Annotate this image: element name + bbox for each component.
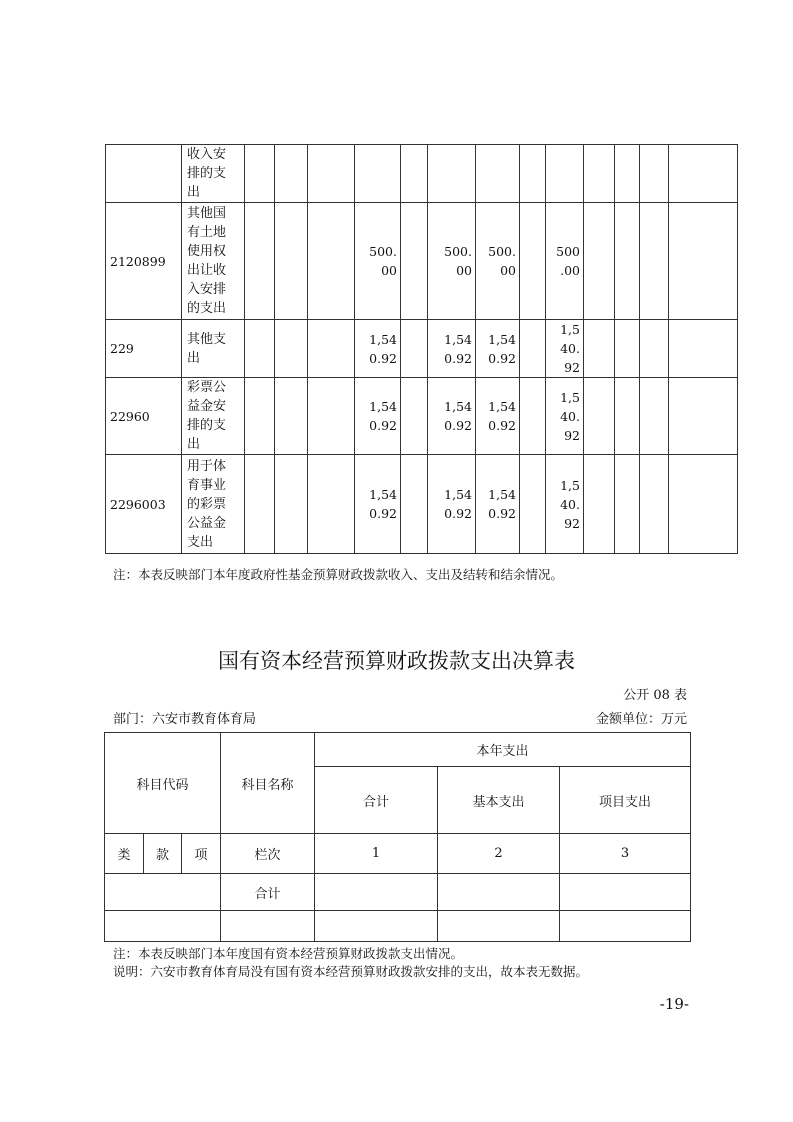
row-value-cell <box>669 203 738 320</box>
row-value-cell <box>640 320 669 378</box>
table2-note: 注：本表反映部门本年度国有资本经营预算财政拨款支出情况。 <box>113 946 464 961</box>
row-value-line: 1,54 <box>444 399 472 414</box>
row-value-cell <box>640 145 669 203</box>
row-value-line: 00 <box>456 263 472 278</box>
header-col3: 3 <box>560 834 691 874</box>
row-value-cell <box>546 203 584 320</box>
row-name-line: 有土地 <box>187 225 227 240</box>
table2-title: 国有资本经营预算财政拨款支出决算表 <box>218 649 575 673</box>
row-name-line: 入安排 <box>187 282 227 297</box>
row-value-cell <box>245 145 275 203</box>
row-value-cell <box>640 378 669 455</box>
table2-explanation: 说明：六安市教育体育局没有国有资本经营预算财政拨款安排的支出，故本表无数据。 <box>113 964 589 979</box>
header-lanci: 栏次 <box>221 834 315 874</box>
empty-row-name <box>221 911 315 942</box>
row-name-line: 出 <box>187 185 201 200</box>
row-value-cell <box>546 378 584 455</box>
row-value-cell <box>546 320 584 378</box>
row-value-line: 0.92 <box>444 506 472 521</box>
header-col1: 1 <box>315 834 438 874</box>
row-value-cell <box>476 378 520 455</box>
row-name-line: 育事业 <box>187 477 227 493</box>
row-value-line: 1,54 <box>369 399 397 414</box>
row-name <box>182 203 245 320</box>
row-value-line: 40. <box>560 496 580 512</box>
row-value-line: 0.92 <box>488 350 516 366</box>
row-name-line: 公益金 <box>187 515 227 531</box>
header-xiang: 项 <box>182 834 221 874</box>
row-value-cell <box>476 145 520 203</box>
row-name-line: 排的支 <box>187 418 227 433</box>
row-value-line: 92 <box>564 360 580 375</box>
row-value-cell <box>401 145 428 203</box>
row-value-cell <box>669 145 738 203</box>
row-value-cell <box>308 378 355 455</box>
page-number: -19- <box>659 995 689 1013</box>
row-value-cell <box>520 320 546 378</box>
row-value-cell <box>584 320 615 378</box>
row-value-cell <box>520 378 546 455</box>
row-value-line: 1,5 <box>560 322 580 337</box>
row-value-cell <box>520 455 546 554</box>
row-code: 2296003 <box>106 455 182 554</box>
row-value-cell <box>401 455 428 554</box>
header-total: 合计 <box>315 767 438 834</box>
government-fund-table-continued <box>105 144 738 554</box>
row-value-cell <box>428 203 476 320</box>
row-name <box>182 378 245 455</box>
row-value-line: 00 <box>381 263 397 278</box>
row-value-cell <box>476 320 520 378</box>
row-value-cell <box>308 455 355 554</box>
row-name-line: 支出 <box>187 534 214 550</box>
row-value-line: 92 <box>564 427 580 443</box>
row-value-cell <box>520 203 546 320</box>
header-lei: 类 <box>105 834 144 874</box>
row-value-line: 1,54 <box>488 487 516 502</box>
row-value-line: 500. <box>488 244 516 259</box>
row-value-line: .00 <box>560 263 580 278</box>
row-value-line: 1,54 <box>369 331 397 347</box>
row-value-cell <box>615 455 640 554</box>
row-value-cell <box>308 203 355 320</box>
row-value-line: 00 <box>500 263 516 278</box>
empty-row-basic <box>438 911 560 942</box>
form-number: 公开 08 表 <box>623 688 687 703</box>
row-name-line: 出让收 <box>187 263 227 278</box>
row-name <box>182 455 245 554</box>
empty-row-sum <box>315 911 438 942</box>
header-name: 科目名称 <box>221 733 315 834</box>
table-row <box>106 203 738 320</box>
header-col2: 2 <box>438 834 560 874</box>
table-row <box>106 455 738 554</box>
row-value-cell <box>428 455 476 554</box>
row-value-cell <box>476 203 520 320</box>
empty-row-project <box>560 911 691 942</box>
row-value-cell <box>428 378 476 455</box>
row-code: 22960 <box>106 378 182 455</box>
row-value-cell <box>640 455 669 554</box>
row-value-cell <box>520 145 546 203</box>
row-value-line: 0.92 <box>444 350 472 366</box>
empty-row-code <box>105 911 221 942</box>
row-name-line: 收入安 <box>187 147 227 162</box>
row-value-cell <box>615 145 640 203</box>
row-value-cell <box>615 320 640 378</box>
row-value-cell <box>428 145 476 203</box>
unit-label: 金额单位：万元 <box>595 712 687 727</box>
row-value-cell <box>275 378 308 455</box>
row-value-cell <box>275 320 308 378</box>
row-value-line: 500 <box>556 244 580 259</box>
total-row-label: 合计 <box>221 874 315 911</box>
header-kuan: 款 <box>144 834 182 874</box>
row-name-line: 出 <box>187 437 201 452</box>
row-value-cell <box>584 378 615 455</box>
row-value-cell <box>401 378 428 455</box>
row-name-line: 出 <box>187 350 201 366</box>
row-code: 229 <box>106 320 182 378</box>
row-value-line: 0.92 <box>488 506 516 521</box>
row-value-cell <box>275 455 308 554</box>
row-value-line: 1,5 <box>560 477 580 493</box>
row-value-cell <box>669 320 738 378</box>
header-basic: 基本支出 <box>438 767 560 834</box>
row-name-line: 彩票公 <box>187 380 227 395</box>
row-name-line: 用于体 <box>187 458 227 474</box>
row-value-line: 1,54 <box>444 331 472 347</box>
row-value-cell <box>245 203 275 320</box>
total-row-sum <box>315 874 438 911</box>
table-row <box>106 145 738 203</box>
row-value-cell <box>355 378 401 455</box>
row-value-cell <box>355 145 401 203</box>
row-value-cell <box>476 455 520 554</box>
row-value-cell <box>584 455 615 554</box>
row-value-cell <box>275 145 308 203</box>
row-name <box>182 320 245 378</box>
row-value-cell <box>401 320 428 378</box>
row-value-line: 500. <box>369 244 397 259</box>
row-value-line: 0.92 <box>488 418 516 433</box>
row-value-line: 0.92 <box>444 418 472 433</box>
row-name-line: 使用权 <box>187 244 227 259</box>
row-value-cell <box>275 203 308 320</box>
department-label: 部门：六安市教育体育局 <box>113 712 257 727</box>
row-name-line: 其他支 <box>187 331 227 347</box>
row-name-line: 其他国 <box>187 206 227 221</box>
row-value-line: 1,54 <box>444 487 472 502</box>
row-value-cell <box>308 145 355 203</box>
header-code: 科目代码 <box>105 733 221 834</box>
row-value-cell <box>245 378 275 455</box>
header-project: 项目支出 <box>560 767 691 834</box>
row-value-line: 0.92 <box>369 418 397 433</box>
row-value-cell <box>308 320 355 378</box>
row-value-cell <box>355 203 401 320</box>
row-value-cell <box>584 145 615 203</box>
total-row-basic <box>438 874 560 911</box>
row-name <box>182 145 245 203</box>
row-value-line: 0.92 <box>369 350 397 366</box>
row-code <box>106 145 182 203</box>
row-value-line: 1,54 <box>488 399 516 414</box>
total-row-code <box>105 874 221 911</box>
row-value-cell <box>546 145 584 203</box>
header-current-year: 本年支出 <box>315 733 691 767</box>
row-value-line: 40. <box>560 408 580 424</box>
row-value-cell <box>428 320 476 378</box>
row-value-cell <box>615 378 640 455</box>
table-row <box>106 378 738 455</box>
row-value-cell <box>401 203 428 320</box>
row-value-line: 1,54 <box>369 487 397 502</box>
row-value-cell <box>584 203 615 320</box>
row-value-cell <box>245 455 275 554</box>
row-value-line: 0.92 <box>369 506 397 521</box>
row-value-line: 500. <box>444 244 472 259</box>
row-value-cell <box>615 203 640 320</box>
row-name-line: 益金安 <box>187 399 227 414</box>
row-value-cell <box>546 455 584 554</box>
row-value-line: 1,54 <box>488 331 516 347</box>
total-row-project <box>560 874 691 911</box>
row-value-cell <box>245 320 275 378</box>
table-row <box>106 320 738 378</box>
row-value-cell <box>640 203 669 320</box>
row-value-cell <box>355 455 401 554</box>
row-name-line: 的彩票 <box>187 496 227 512</box>
row-value-line: 1,5 <box>560 389 580 405</box>
row-code: 2120899 <box>106 203 182 320</box>
row-value-line: 92 <box>564 515 580 531</box>
table1-note: 注：本表反映部门本年度政府性基金预算财政拨款收入、支出及结转和结余情况。 <box>113 567 564 582</box>
row-name-line: 的支出 <box>187 301 227 316</box>
state-capital-expenditure-table <box>104 732 691 942</box>
row-name-line: 排的支 <box>187 166 227 181</box>
row-value-cell <box>669 378 738 455</box>
row-value-cell <box>355 320 401 378</box>
row-value-cell <box>669 455 738 554</box>
row-value-line: 40. <box>560 341 580 356</box>
